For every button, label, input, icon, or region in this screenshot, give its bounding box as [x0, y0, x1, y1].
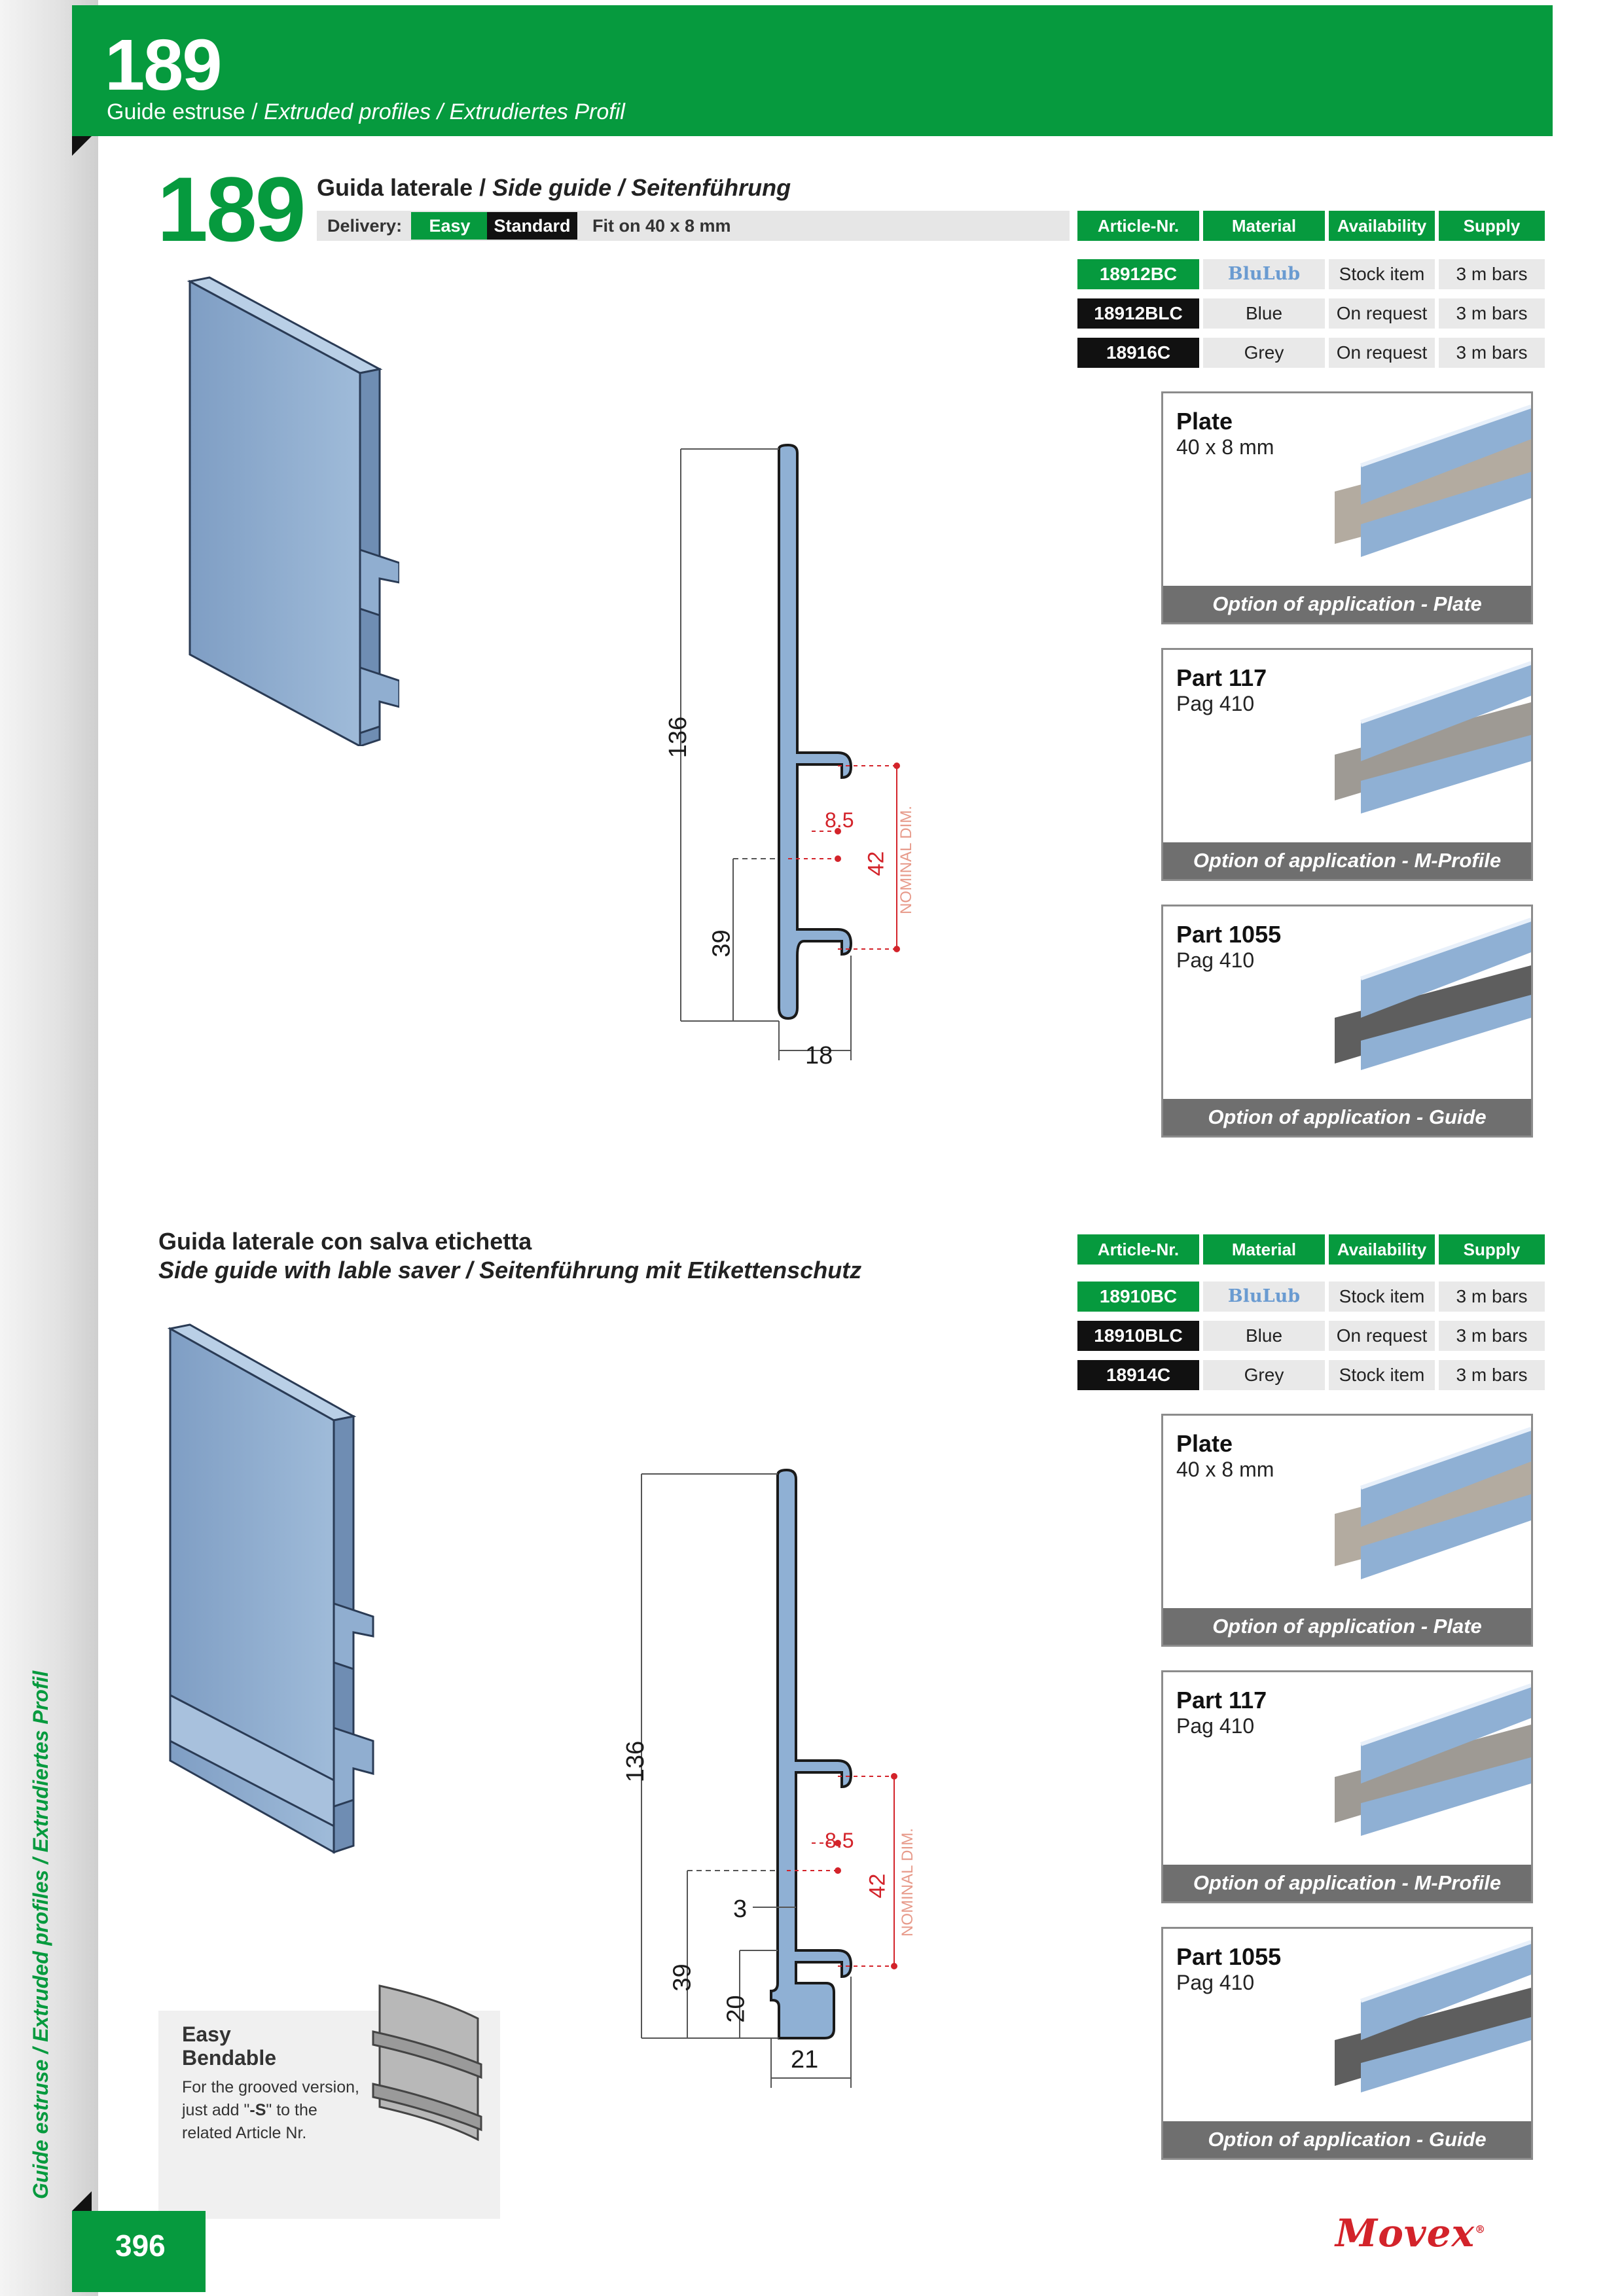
table-cell-article: 18912BLC: [1077, 298, 1199, 329]
table-cell-availability: Stock item: [1329, 259, 1435, 289]
profile-3d-render: [164, 275, 399, 746]
table-cell-material: BluLub: [1203, 1282, 1325, 1312]
table-cell-availability: On request: [1329, 338, 1435, 368]
dim-width: 18: [805, 1042, 833, 1069]
card-subtitle: Pag 410: [1176, 948, 1255, 972]
delivery-standard-chip: Standard: [487, 212, 577, 240]
card-title: Part 1055: [1176, 1943, 1282, 1970]
application-render: [1335, 1929, 1531, 2123]
dim-pitch: 8.5: [825, 1829, 854, 1852]
table-cell-material: Grey: [1203, 338, 1325, 368]
th-material: Material: [1203, 1234, 1325, 1265]
card-title: Plate: [1176, 1430, 1233, 1457]
bendable-profile-render: [367, 1979, 491, 2143]
application-render: [1335, 393, 1531, 587]
table-cell-availability: Stock item: [1329, 1282, 1435, 1312]
th-availability: Availability: [1329, 1234, 1435, 1265]
table-cell-availability: On request: [1329, 298, 1435, 329]
table-cell-supply: 3 m bars: [1439, 298, 1545, 329]
side-vertical-text: Guide estruse / Extruded profiles / Extrudiertes Profil: [29, 1670, 52, 2199]
card-caption: Option of application - Guide: [1163, 2121, 1531, 2158]
section2-title: Guida laterale con salva etichetta: [158, 1228, 532, 1255]
card-subtitle: Pag 410: [1176, 692, 1255, 715]
table-cell-availability: On request: [1329, 1321, 1435, 1351]
card-subtitle: Pag 410: [1176, 1971, 1255, 1994]
delivery-easy-chip: Easy: [411, 212, 488, 240]
nominal-label: NOMINAL DIM.: [897, 806, 915, 914]
dim-lower: 39: [668, 1964, 696, 1992]
dim-foot: 20: [722, 1995, 750, 2023]
dim-nominal: 42: [865, 1873, 890, 1899]
section2-subtitle: Side guide with lable saver / Seitenführung mit Etikettenschutz: [158, 1257, 862, 1283]
table-cell-supply: 3 m bars: [1439, 1360, 1545, 1390]
card-caption: Option of application - M-Profile: [1163, 1865, 1531, 1901]
header-subtitle: Guide estruse / Extruded profiles / Extrudiertes Profil: [107, 99, 625, 124]
th-material: Material: [1203, 211, 1325, 241]
table-cell-material: Blue: [1203, 298, 1325, 329]
dim-nominal: 42: [863, 851, 889, 876]
application-card-plate: [1161, 391, 1533, 624]
section-title: Guida laterale / Side guide / Seitenführung: [317, 174, 791, 201]
card-caption: Option of application - Plate: [1163, 1608, 1531, 1645]
card-subtitle: 40 x 8 mm: [1176, 435, 1274, 459]
cross-section-drawing: [622, 1460, 943, 2108]
page-number: 396: [115, 2229, 166, 2263]
card-subtitle: 40 x 8 mm: [1176, 1458, 1274, 1481]
card-subtitle: Pag 410: [1176, 1714, 1255, 1738]
easy-bendable-text: For the grooved version, just add "-S" to the related Article Nr.: [182, 2078, 359, 2142]
th-supply: Supply: [1439, 1234, 1545, 1265]
application-render: [1335, 1672, 1531, 1866]
table-cell-supply: 3 m bars: [1439, 1321, 1545, 1351]
table-cell-article: 18914C: [1077, 1360, 1199, 1390]
table-cell-supply: 3 m bars: [1439, 259, 1545, 289]
section-number: 189: [157, 158, 304, 260]
table-cell-article: 18910BLC: [1077, 1321, 1199, 1351]
card-title: Plate: [1176, 408, 1233, 435]
table-cell-article: 18910BC: [1077, 1282, 1199, 1312]
footer-corner-triangle: [72, 2191, 92, 2211]
nominal-label: NOMINAL DIM.: [898, 1828, 916, 1937]
dim-height: 136: [664, 716, 693, 759]
card-caption: Option of application - M-Profile: [1163, 842, 1531, 879]
table-cell-supply: 3 m bars: [1439, 338, 1545, 368]
card-caption: Option of application - Guide: [1163, 1099, 1531, 1136]
card-title: Part 117: [1176, 664, 1267, 691]
header-corner-triangle: [72, 136, 92, 156]
card-title: Part 1055: [1176, 921, 1282, 948]
th-article: Article-Nr.: [1077, 1234, 1199, 1265]
table-cell-supply: 3 m bars: [1439, 1282, 1545, 1312]
delivery-fit: Fit on 40 x 8 mm: [592, 216, 731, 236]
application-card-guide: [1161, 1927, 1533, 2160]
easy-bendable-title: Easy Bendable: [182, 2022, 277, 2070]
card-title: Part 117: [1176, 1687, 1267, 1713]
dim-lower: 39: [708, 929, 736, 958]
dim-pitch: 8.5: [825, 808, 854, 832]
th-supply: Supply: [1439, 211, 1545, 241]
delivery-label: Delivery:: [327, 216, 403, 236]
th-article: Article-Nr.: [1077, 211, 1199, 241]
application-card-plate: [1161, 1414, 1533, 1647]
table-cell-article: 18916C: [1077, 338, 1199, 368]
table-cell-article: 18912BC: [1077, 259, 1199, 289]
profile-3d-render: [157, 1322, 406, 1859]
card-caption: Option of application - Plate: [1163, 586, 1531, 622]
table-cell-material: BluLub: [1203, 259, 1325, 289]
dim-height: 136: [622, 1740, 650, 1783]
application-render: [1335, 650, 1531, 844]
application-render: [1335, 906, 1531, 1100]
table-cell-material: Grey: [1203, 1360, 1325, 1390]
application-card-guide: [1161, 905, 1533, 1138]
movex-logo: Movex®: [1335, 2211, 1487, 2255]
th-availability: Availability: [1329, 211, 1435, 241]
table-cell-material: Blue: [1203, 1321, 1325, 1351]
dim-width: 21: [791, 2046, 819, 2073]
header-number: 189: [105, 25, 221, 105]
dim-small: 3: [733, 1895, 748, 1923]
application-card-m-profile: [1161, 1670, 1533, 1903]
application-card-m-profile: [1161, 648, 1533, 881]
application-render: [1335, 1416, 1531, 1609]
table-cell-availability: Stock item: [1329, 1360, 1435, 1390]
